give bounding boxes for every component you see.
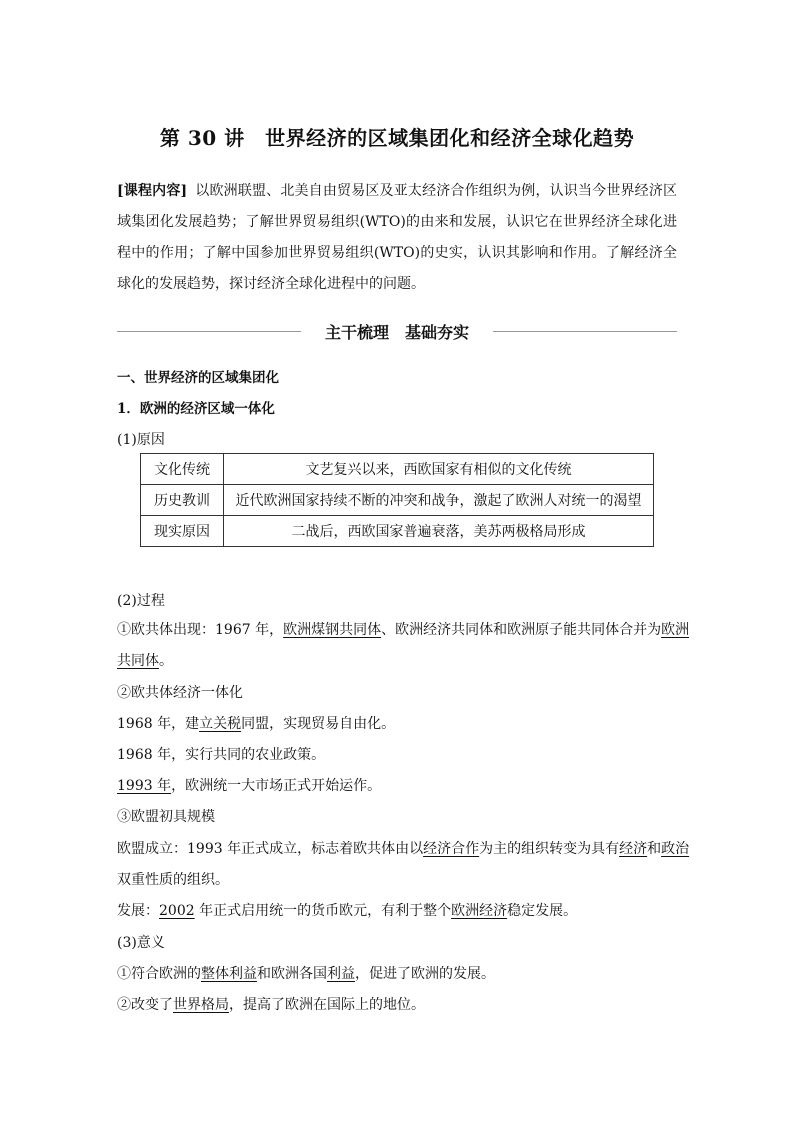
- underlined-answer: 世界格局: [173, 997, 229, 1013]
- process-line-8: 双重性质的组织。: [117, 872, 229, 888]
- section-divider: [117, 320, 677, 342]
- text-span: 年正式启用统一的货币欧元，有利于整个: [194, 903, 452, 919]
- text-span: 稳定发展。: [507, 903, 578, 919]
- process-line-9: [117, 900, 577, 920]
- divider-line-right: [493, 331, 677, 332]
- underlined-answer: 1993 年: [117, 778, 172, 794]
- underlined-answer: 整体利益: [201, 966, 257, 982]
- underlined-answer: 欧洲经济: [451, 903, 508, 919]
- reason-value: 二战后，西欧国家普遍衰落，美苏两极格局形成: [224, 516, 654, 547]
- underlined-answer: 利益: [327, 966, 355, 982]
- text-span: 同盟，实现贸易自由化。: [241, 716, 396, 732]
- table-row: [141, 516, 654, 547]
- underlined-answer: 2002: [159, 903, 195, 919]
- course-content-paragraph: [117, 176, 677, 300]
- text-span: ，欧洲统一大市场正式开始运作。: [171, 778, 382, 794]
- underlined-answer: 政治: [661, 841, 690, 857]
- text-span: 发展：: [117, 903, 159, 919]
- underlined-answer: 立关税: [199, 716, 242, 732]
- course-content-tag: [课程内容]: [117, 183, 188, 199]
- text-span: ①欧共体出现：1967 年，: [117, 622, 284, 638]
- underlined-answer: 经济: [619, 841, 648, 857]
- lesson-title: 第 30 讲 世界经济的区域集团化和经济全球化趋势: [159, 126, 635, 150]
- process-line-7: [117, 838, 689, 858]
- text-span: ，促进了欧洲的发展。: [355, 966, 495, 982]
- reason-key: 现实原因: [141, 516, 224, 547]
- reason-key: 历史教训: [141, 485, 224, 516]
- process-line-6: ③欧盟初具规模: [117, 809, 215, 825]
- text-span: ①符合欧洲的: [117, 966, 201, 982]
- text-span: 为主的组织转变为具有: [479, 841, 620, 857]
- underlined-answer: 欧洲煤钢共同体: [283, 622, 382, 638]
- course-content-text: 以欧洲联盟、北美自由贸易区及亚太经济合作组织为例，认识当今世界经济区域集团化发展趋势；了解世界贸易组织(WTO)的由来和发展，认识它在世界经济全球化进程中的作用；了解中国参加世界贸易组织(WTO)的史实，认识其影响和作用。了解经济全球化的发展趋势，探讨经济全球化进程中的问题。: [117, 183, 678, 292]
- process-line-1b: [117, 650, 173, 670]
- text-span: ，提高了欧洲在国际上的地位。: [229, 997, 425, 1013]
- process-line-4: 1968 年，实行共同的农业政策。: [117, 747, 326, 763]
- underlined-answer: 共同体: [117, 653, 159, 669]
- text-span: 欧盟成立：1993 年正式成立，标志着欧共体由以: [117, 841, 424, 857]
- text-span: 。: [159, 653, 173, 669]
- underlined-answer: 经济合作: [423, 841, 480, 857]
- divider-heading: 主干梳理 基础夯实: [324, 323, 469, 342]
- significance-line-2: [117, 994, 425, 1014]
- text-span: 、欧洲经济共同体和欧洲原子能共同体合并为: [381, 622, 662, 638]
- reason-key: 文化传统: [141, 454, 224, 485]
- text-span: 和欧洲各国: [257, 966, 327, 982]
- table-row: [141, 454, 654, 485]
- process-line-2: ②欧共体经济一体化: [117, 685, 243, 701]
- text-span: 1968 年，建: [117, 716, 200, 732]
- reasons-heading: (1)原因: [117, 432, 165, 448]
- section-heading-1: 一、世界经济的区域集团化: [117, 370, 279, 386]
- text-span: 和: [647, 841, 662, 857]
- text-span: ②改变了: [117, 997, 173, 1013]
- subsection-heading-1: 1．欧洲的经济区域一体化: [117, 401, 275, 417]
- underlined-answer: 欧洲: [661, 622, 690, 638]
- reasons-table: [140, 453, 654, 547]
- reason-value: 文艺复兴以来，西欧国家有相似的文化传统: [224, 454, 654, 485]
- table-row: [141, 485, 654, 516]
- process-line-5: [117, 775, 381, 795]
- reason-value: 近代欧洲国家持续不断的冲突和战争，激起了欧洲人对统一的渴望: [224, 485, 654, 516]
- significance-line-1: [117, 963, 495, 983]
- process-line-3: [117, 713, 395, 733]
- process-line-1: [117, 619, 689, 639]
- process-heading: (2)过程: [117, 593, 165, 609]
- significance-heading: (3)意义: [117, 935, 165, 951]
